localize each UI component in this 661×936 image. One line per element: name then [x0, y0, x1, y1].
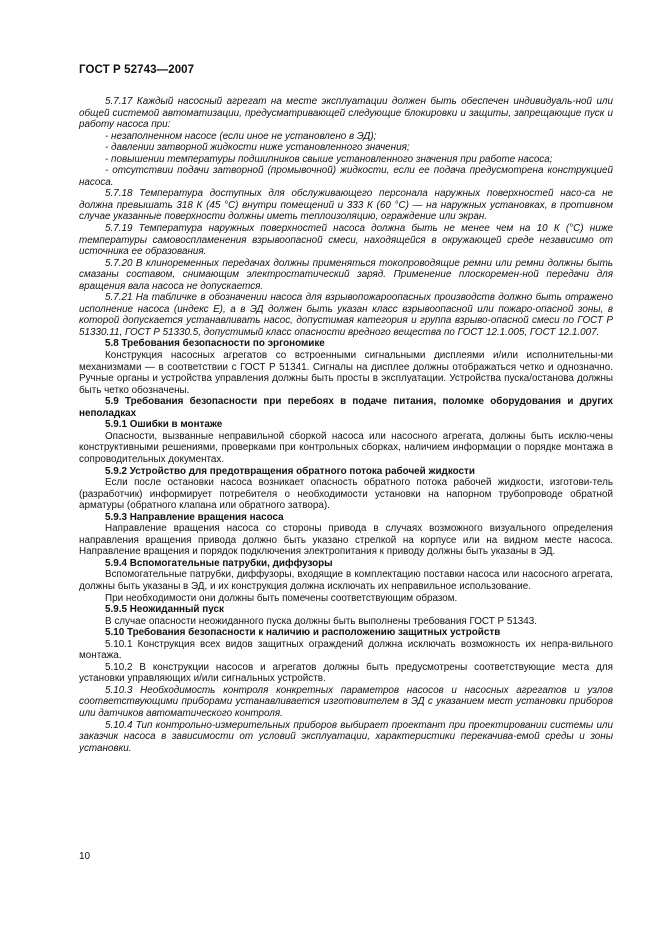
paragraph: Если после остановки насоса возникает опасность обратного потока рабочей жидкости, изготови-тель (разработчик) информирует потребителя о необходимости установки на напорном трубопроводе обратной арматуры (обратного клапана или обратного затвора). [79, 477, 613, 512]
paragraph: - незаполненном насосе (если иное не установлено в ЭД); [105, 130, 377, 142]
paragraph: Направление вращения насоса со стороны привода в случаях возможного визуального определения направления вращения привода должно быть указано стрелкой на корпусе или на видном месте насоса. Направление вращения и порядок подключения электропитания к приводу должны быть указаны в ЭД. [79, 523, 613, 558]
paragraph: 5.10.4 Тип контрольно-измерительных приборов выбирает проектант при проектировании системы или заказчик насоса в зависимости от условий эксплуатации, характеристики перекачива-емой среды и зоны установки. [79, 719, 613, 754]
paragraph: 5.7.20 В клиноременных передачах должны применяться токопроводящие ремни или ремни должны быть смазаны составом, снимающим электростатический заряд. Применение плоскоремен-ной передачи для вращения вала насоса не допускается. [79, 257, 613, 292]
section-heading: 5.9.3 Направление вращения насоса [105, 511, 284, 523]
paragraph: 5.7.18 Температура доступных для обслуживающего персонала наружных поверхностей насо-са не должна превышать 318 К (45 °С) внутри помещений и 333 К (60 °С) — на наружных установках, в противном случае указанные поверхности должны иметь теплоизоляцию, ограждение или экран. [79, 188, 613, 223]
section-heading: 5.9.2 Устройство для предотвращения обратного потока рабочей жидкости [105, 465, 475, 477]
paragraph: 5.10.1 Конструкция всех видов защитных ограждений должна исключать возможность их непра-вильного монтажа. [79, 638, 613, 662]
paragraph: 5.10.3 Необходимость контроля конкретных параметров насосов и насосных агрегатов и узлов соответствующими приборами устанавливается изготовителем в ЭД с указанием мест установки приборов или датчиков автоматического контроля. [79, 684, 613, 719]
paragraph: - повышении температуры подшипников свыше установленного значения при работе насоса; [105, 153, 553, 165]
paragraph: Вспомогательные патрубки, диффузоры, входящие в комплектацию поставки насоса или насосного агрегата, должны быть указаны в ЭД, и их конструкция должна исключать их неправильное использование. [79, 569, 613, 592]
page-number: 10 [79, 851, 91, 862]
section-heading: 5.9.1 Ошибки в монтаже [105, 419, 223, 431]
paragraph: Конструкция насосных агрегатов со встроенными сигнальными дисплеями и/или исполнительны-ми механизмами — в соответствии с ГОСТ Р 51341. Сигналы на дисплее должны отображаться четко и однозначно. Ручные органы и устройства управления должны быть просты в эксплуатации. Устройства пуска/останова должны быть четко обозначены. [79, 350, 613, 396]
paragraph: 5.10.2 В конструкции насосов и агрегатов должны быть предусмотрены соответствующие места для установки управляющих и/или сигнальных устройств. [79, 661, 613, 685]
paragraph: - давлении затворной жидкости ниже установленного значения; [105, 142, 410, 154]
section-heading: 5.9.4 Вспомогательные патрубки, диффузоры [105, 557, 333, 569]
paragraph: Опасности, вызванные неправильной сборкой насоса или насосного агрегата, должны быть исклю-чены конструктивными решениями, проверками при контрольных сборках, наличием информации о порядке монтажа в сопроводительных документах. [79, 430, 613, 465]
document-header: ГОСТ Р 52743—2007 [79, 64, 195, 76]
section-heading: 5.10 Требования безопасности к наличию и расположению защитных устройств [105, 627, 501, 639]
section-heading: 5.9.5 Неожиданный пуск [105, 604, 224, 616]
section-heading: 5.9 Требования безопасности при перебоях в подаче питания, поломке оборудования и других неполадках [79, 396, 613, 419]
paragraph: При необходимости они должны быть помечены соответствующим образом. [105, 592, 458, 604]
paragraph: 5.7.19 Температура наружных поверхностей насоса должна быть не менее чем на 10 К (°С) ниже температуры самовоспламенения взрывоопасной смеси, находящейся в окружающей среде независимо от источника ее образования. [79, 223, 613, 258]
paragraph: 5.7.17 Каждый насосный агрегат на месте эксплуатации должен быть обеспечен индивидуаль-ной или общей системой автоматизации, предусматривающей следующие блокировки и защиты, запрещающие пуск и работу насоса при: [79, 96, 613, 131]
paragraph: В случае опасности неожиданного пуска должны быть выполнены требования ГОСТ Р 51343. [105, 615, 538, 627]
paragraph: 5.7.21 На табличке в обозначении насоса для взрывопожароопасных производств должно быть отражено исполнение насоса (индекс Е), а в ЭД должен быть указан класс взрывоопасной или пожаро-опасной зоны, в которой допускается устанавливать насос, допустимая категория и группа взрыво-опасной смеси по ГОСТ Р 51330.11, ГОСТ Р 51330.5, допустимый класс опасности вредного вещества по ГОСТ 12.1.005, ГОСТ 12.1.007. [79, 292, 613, 338]
document-body [79, 96, 613, 754]
paragraph: - отсутствии подачи затворной (промывочной) жидкости, если ее подача предусмотрена конструкцией насоса. [79, 165, 613, 188]
section-heading: 5.8 Требования безопасности по эргономике [105, 338, 325, 350]
